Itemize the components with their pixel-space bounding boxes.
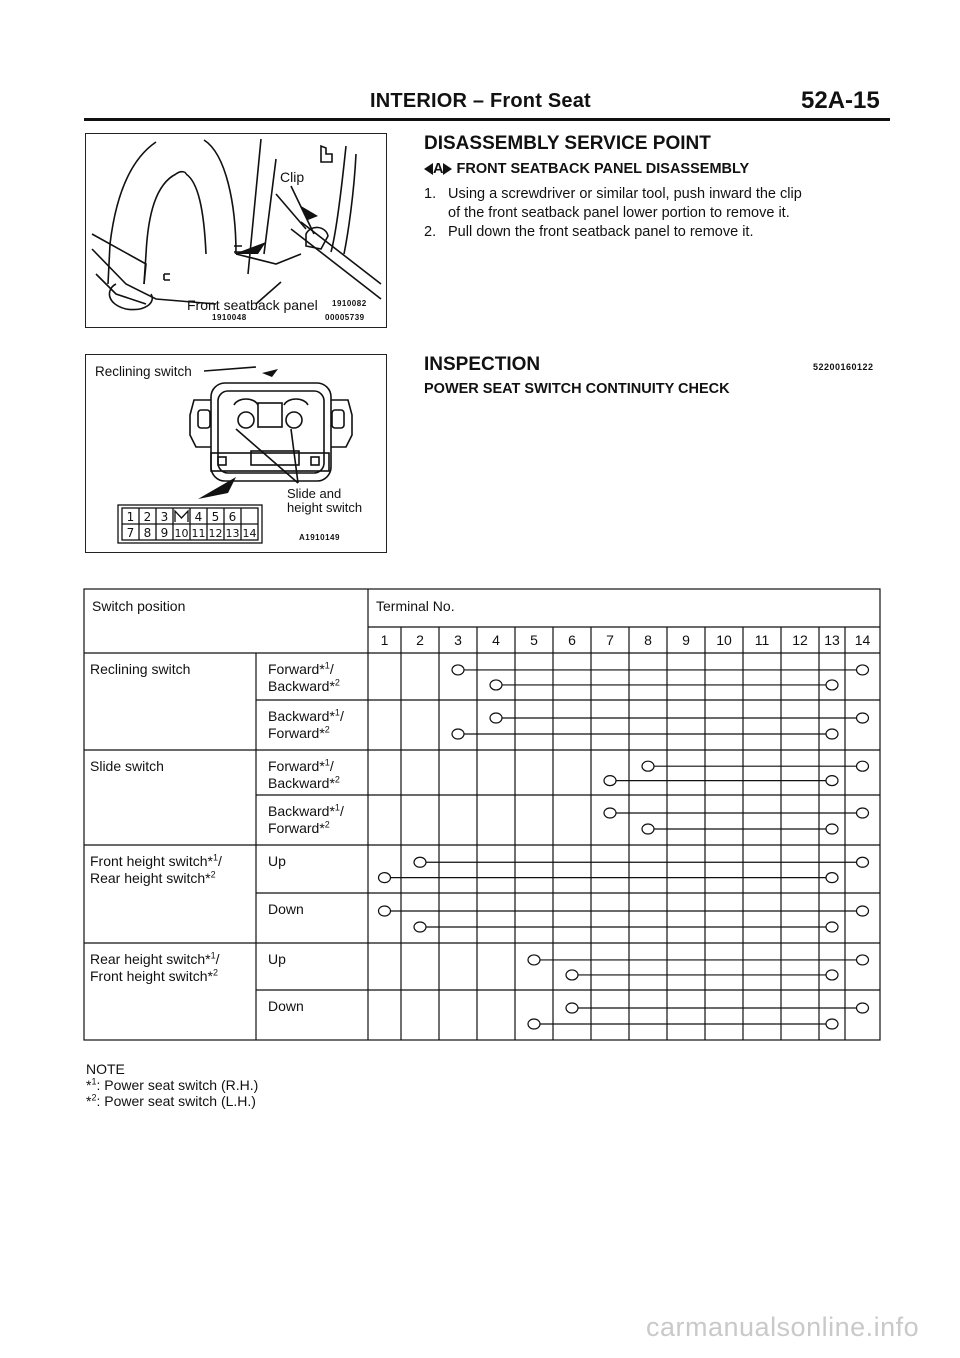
connector-pin-3: 3 xyxy=(160,510,169,524)
step-1-number: 1. xyxy=(424,186,437,202)
terminal-header-13: 13 xyxy=(824,632,840,648)
continuity-terminal-mark xyxy=(566,970,578,980)
step-1-line1: Using a screwdriver or similar tool, push inward the clip xyxy=(448,186,802,202)
terminal-header-1: 1 xyxy=(380,632,389,648)
continuity-terminal-mark xyxy=(826,776,838,786)
connector-pin-5: 5 xyxy=(211,510,220,524)
connector-pin-9: 9 xyxy=(160,526,169,540)
switch-position-label-line2: Forward*$^2$ xyxy=(268,819,330,836)
continuity-terminal-mark xyxy=(857,1003,869,1013)
continuity-terminal-mark xyxy=(528,1019,540,1029)
slide-height-label-line2: height switch xyxy=(287,500,363,515)
terminal-header-2: 2 xyxy=(416,632,424,648)
figure1-code-b: 1910048 xyxy=(212,313,247,322)
continuity-terminal-mark xyxy=(826,970,838,980)
terminal-header-9: 9 xyxy=(682,632,690,648)
switch-position-label-line1: Up xyxy=(268,853,286,869)
slide-height-label-line1: Slide and xyxy=(287,486,342,501)
continuity-terminal-mark xyxy=(857,857,869,867)
terminal-header-14: 14 xyxy=(854,632,871,648)
continuity-terminal-mark xyxy=(857,761,869,771)
clip-label: Clip xyxy=(280,169,305,185)
switch-group-label-line1: Reclining switch xyxy=(90,661,191,677)
switch-position-label-line1: Down xyxy=(268,901,304,917)
continuity-terminal-mark xyxy=(452,729,464,739)
connector-pin-13: 13 xyxy=(225,527,240,540)
inspection-subtitle: POWER SEAT SWITCH CONTINUITY CHECK xyxy=(424,381,730,397)
connector-pin-7: 7 xyxy=(126,526,135,540)
section-inspection-title: INSPECTION xyxy=(424,354,541,375)
reclining-switch-label: Reclining switch xyxy=(95,364,192,379)
continuity-terminal-mark xyxy=(857,665,869,675)
step-1-line2: of the front seatback panel lower portion to remove it. xyxy=(448,205,790,221)
column-header-switch-position: Switch position xyxy=(92,598,186,614)
switch-group-label-line1: Rear height switch*$^1$/ xyxy=(90,950,220,967)
connector-pin-14: 14 xyxy=(242,527,257,540)
watermark: carmanualsonline.info xyxy=(646,1312,920,1342)
page-number: 52A-15 xyxy=(801,87,880,114)
step-2-number: 2. xyxy=(424,224,437,240)
connector-pin-8: 8 xyxy=(143,526,152,540)
switch-position-label-line1: Forward*$^1$/ xyxy=(268,660,334,677)
disassembly-subtitle-text: FRONT SEATBACK PANEL DISASSEMBLY xyxy=(456,161,750,177)
switch-position-label-line1: Forward*$^1$/ xyxy=(268,757,334,774)
continuity-terminal-mark xyxy=(857,713,869,723)
note-block xyxy=(86,1061,258,1109)
figure1-code-c: 00005739 xyxy=(325,313,365,322)
connector-pin-11: 11 xyxy=(191,527,206,540)
figure1-code-a: 1910082 xyxy=(332,299,367,308)
switch-position-label-line1: Down xyxy=(268,998,304,1014)
continuity-terminal-mark xyxy=(528,955,540,965)
continuity-terminal-mark xyxy=(490,680,502,690)
connector-pin-2: 2 xyxy=(143,510,152,524)
connector-pin-10: 10 xyxy=(174,527,189,540)
figure2-code: A1910149 xyxy=(299,533,340,542)
switch-position-label-line1: Up xyxy=(268,951,286,967)
continuity-terminal-mark xyxy=(566,1003,578,1013)
switch-position-label-line2: Backward*$^2$ xyxy=(268,677,340,694)
switch-position-label-line2: Forward*$^2$ xyxy=(268,724,330,741)
continuity-terminal-mark xyxy=(857,808,869,818)
column-header-terminal-no: Terminal No. xyxy=(376,598,455,614)
note-title: NOTE xyxy=(86,1061,125,1077)
continuity-terminal-mark xyxy=(826,922,838,932)
continuity-terminal-mark xyxy=(826,873,838,883)
connector-pin-4: 4 xyxy=(194,510,203,524)
panel-label: Front seatback panel xyxy=(187,297,318,313)
continuity-terminal-mark xyxy=(490,713,502,723)
terminal-header-3: 3 xyxy=(454,632,462,648)
continuity-terminal-mark xyxy=(379,906,391,916)
continuity-terminal-mark xyxy=(414,857,426,867)
terminal-header-12: 12 xyxy=(792,632,808,648)
switch-position-label-line1: Backward*$^1$/ xyxy=(268,802,344,819)
step-2-line1: Pull down the front seatback panel to remove it. xyxy=(448,224,754,240)
connector-pin-12: 12 xyxy=(208,527,223,540)
continuity-terminal-mark xyxy=(826,824,838,834)
note-line-1: *$^1$: Power seat switch (R.H.) xyxy=(86,1076,259,1093)
continuity-terminal-mark xyxy=(826,680,838,690)
continuity-terminal-mark xyxy=(826,729,838,739)
terminal-header-8: 8 xyxy=(644,632,652,648)
continuity-terminal-mark xyxy=(452,665,464,675)
continuity-terminal-mark xyxy=(642,761,654,771)
switch-position-label-line2: Backward*$^2$ xyxy=(268,774,340,791)
connector-pin-6: 6 xyxy=(228,510,237,524)
switch-position-label-line1: Backward*$^1$/ xyxy=(268,707,344,724)
section-disassembly-title: DISASSEMBLY SERVICE POINT xyxy=(424,133,711,154)
switch-group-label-line1: Slide switch xyxy=(90,758,164,774)
connector-pin-1: 1 xyxy=(126,510,135,524)
terminal-header-5: 5 xyxy=(530,632,538,648)
terminal-header-11: 11 xyxy=(754,632,770,648)
continuity-terminal-mark xyxy=(642,824,654,834)
page-header-title: INTERIOR – Front Seat xyxy=(370,90,591,112)
terminal-header-10: 10 xyxy=(716,632,732,648)
terminal-header-7: 7 xyxy=(606,632,614,648)
switch-group-label-line2: Rear height switch*$^2$ xyxy=(90,869,216,886)
switch-group-label-line2: Front height switch*$^2$ xyxy=(90,967,218,984)
note-line-2: *$^2$: Power seat switch (L.H.) xyxy=(86,1092,256,1109)
continuity-terminal-mark xyxy=(604,808,616,818)
inspection-code: 52200160122 xyxy=(813,362,874,372)
continuity-terminal-mark xyxy=(857,955,869,965)
continuity-terminal-mark xyxy=(414,922,426,932)
switch-group-label-line1: Front height switch*$^1$/ xyxy=(90,852,222,869)
terminal-header-4: 4 xyxy=(492,632,500,648)
continuity-terminal-mark xyxy=(379,873,391,883)
service-point-marker: A xyxy=(433,161,444,177)
continuity-terminal-mark xyxy=(826,1019,838,1029)
terminal-header-6: 6 xyxy=(568,632,576,648)
continuity-terminal-mark xyxy=(604,776,616,786)
continuity-terminal-mark xyxy=(857,906,869,916)
